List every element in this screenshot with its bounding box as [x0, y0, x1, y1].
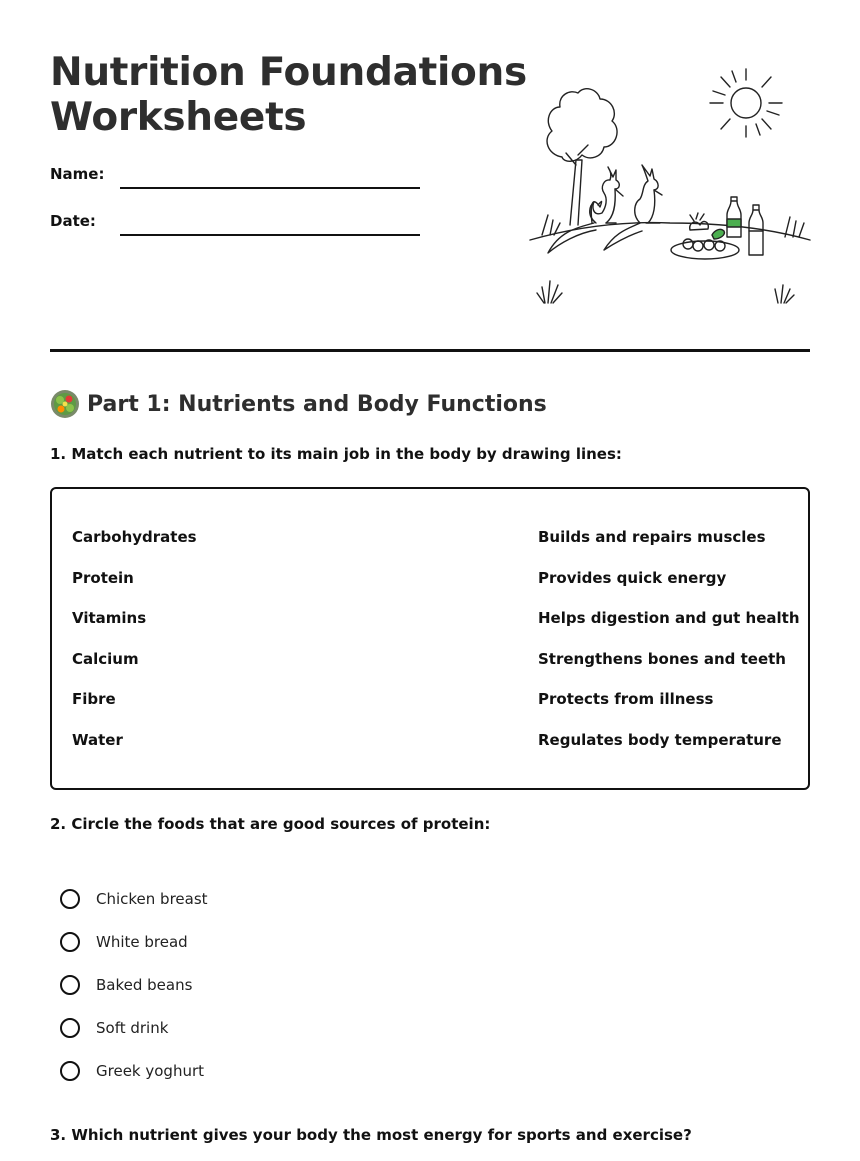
protein-options-list — [60, 877, 208, 1092]
function-item[interactable]: Protects from illness — [538, 690, 714, 709]
nutrient-item[interactable]: Protein — [72, 568, 134, 587]
part1-heading-text: Part 1: Nutrients and Body Functions — [87, 391, 547, 417]
option-label: Chicken breast — [96, 889, 208, 908]
circle-option-icon[interactable] — [60, 1018, 80, 1038]
kangaroo-icon — [604, 165, 662, 250]
tree-icon — [547, 89, 617, 225]
function-item[interactable]: Regulates body temperature — [538, 730, 782, 749]
name-line[interactable] — [120, 187, 420, 189]
nutrient-item[interactable]: Water — [72, 730, 123, 749]
option-label: Greek yoghurt — [96, 1061, 205, 1080]
nutrient-item[interactable]: Carbohydrates — [72, 528, 197, 546]
circle-option-icon[interactable] — [60, 975, 80, 995]
question-1-prompt: 1. Match each nutrient to its main job in the body by drawing lines: — [50, 445, 622, 463]
circle-option-icon[interactable] — [60, 1061, 80, 1081]
nutrient-item[interactable]: Fibre — [72, 690, 116, 709]
question-2-prompt: 2. Circle the foods that are good sources of protein: — [50, 815, 491, 833]
question-3-prompt: 3. Which nutrient gives your body the most energy for sports and exercise? — [50, 1126, 692, 1144]
circle-option-icon[interactable] — [60, 889, 80, 909]
nutrient-item[interactable]: Vitamins — [72, 609, 147, 628]
matching-box — [50, 487, 810, 790]
option-item[interactable] — [60, 1049, 208, 1092]
option-label: Soft drink — [96, 1018, 169, 1037]
option-label: Baked beans — [96, 975, 193, 994]
nutrient-item[interactable]: Calcium — [72, 649, 139, 668]
function-item[interactable]: Strengthens bones and teeth — [538, 649, 786, 668]
option-label: White bread — [96, 932, 188, 951]
date-line[interactable] — [120, 234, 420, 236]
circle-option-icon[interactable] — [60, 932, 80, 952]
title-line-2: Worksheets — [50, 95, 307, 140]
title-line-1: Nutrition Foundations — [50, 50, 527, 95]
date-label: Date: — [50, 212, 96, 230]
page-title — [50, 50, 527, 140]
nutrient-column — [72, 526, 197, 770]
option-item[interactable] — [60, 877, 208, 920]
outdoor-picnic-illustration — [520, 55, 820, 315]
function-column — [538, 526, 800, 770]
bottle-icon — [727, 197, 741, 237]
section-divider — [50, 349, 810, 352]
function-item[interactable]: Helps digestion and gut health — [538, 609, 800, 628]
part1-heading — [50, 388, 547, 420]
function-item[interactable]: Builds and repairs muscles — [538, 528, 766, 546]
function-item[interactable]: Provides quick energy — [538, 568, 727, 587]
name-label: Name: — [50, 165, 105, 183]
option-item[interactable] — [60, 963, 208, 1006]
option-item[interactable] — [60, 920, 208, 963]
option-item[interactable] — [60, 1006, 208, 1049]
sun-icon — [710, 69, 782, 137]
salad-bowl-icon — [50, 389, 80, 419]
